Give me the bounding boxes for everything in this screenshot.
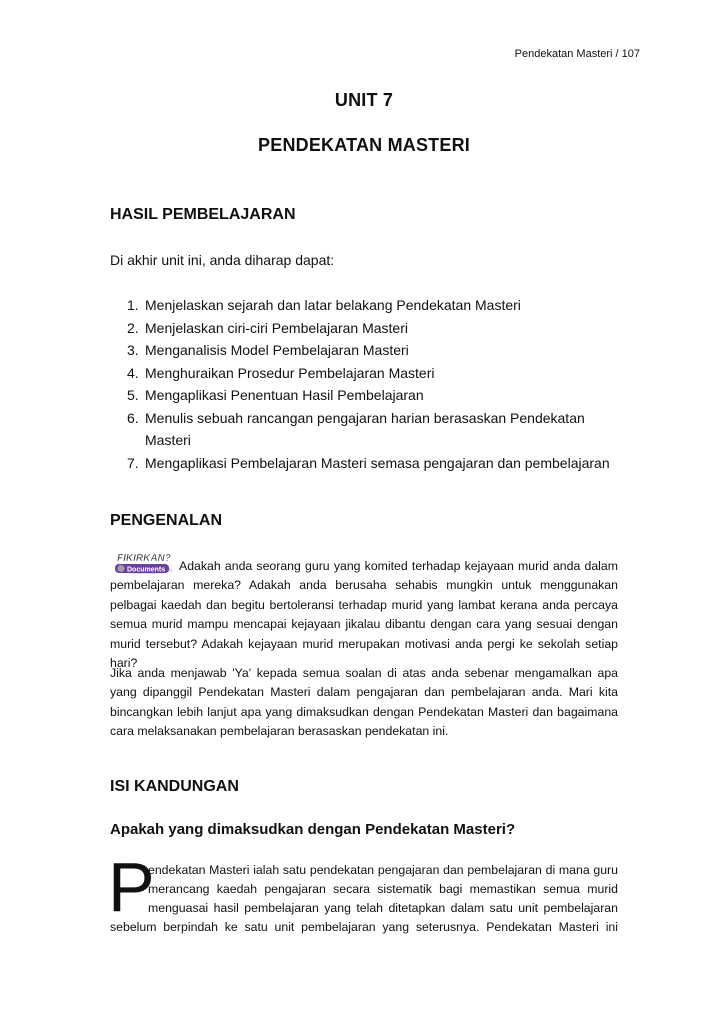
content-line-2: merancang kaedah pengajaran secara sistematik bagi memastikan semua murid — [148, 882, 618, 896]
list-item: 5. Mengaplikasi Penentuan Hasil Pembelajaran — [127, 387, 424, 403]
content-line-4: sebelum berpindah ke satu unit pembelajaran yang seterusnya. Pendekatan Masteri ini — [110, 920, 618, 934]
list-item: 1. Menjelaskan sejarah dan latar belakang Pendekatan Masteri — [127, 297, 521, 313]
list-item: 6. Menulis sebuah rancangan pengajaran harian berasaskan Pendekatan Masteri — [127, 409, 585, 448]
content-line-1: endekatan Masteri ialah satu pendekatan pengajaran dan pembelajaran di mana guru — [148, 863, 618, 877]
introduction-heading: PENGENALAN — [110, 512, 223, 529]
learning-outcomes-list — [110, 294, 630, 474]
unit-title: PENDEKATAN MASTERI — [258, 135, 470, 155]
drop-cap: P — [108, 848, 155, 926]
content-line-3: menguasai hasil pembelajaran yang telah ditetapkan dalam satu unit pembelajaran — [148, 901, 618, 915]
content-question: Apakah yang dimaksudkan dengan Pendekatan Masteri? — [110, 821, 516, 838]
list-item: 7. Mengaplikasi Pembelajaran Masteri semasa pengajaran dan pembelajaran — [127, 454, 610, 471]
running-header: Pendekatan Masteri / 107 — [514, 48, 640, 60]
badge-sub-label: Documents — [127, 566, 166, 574]
learning-outcomes-intro: Di akhir unit ini, anda diharap dapat: — [110, 252, 335, 268]
learning-outcomes-heading: HASIL PEMBELAJARAN — [110, 206, 296, 223]
list-item: 4. Menghuraikan Prosedur Pembelajaran Masteri — [127, 364, 435, 381]
list-item: 3. Menganalisis Model Pembelajaran Masteri — [127, 342, 409, 358]
content-heading: ISI KANDUNGAN — [110, 778, 239, 795]
unit-number: UNIT 7 — [334, 90, 394, 110]
badge-label: FIKIRKAN? — [117, 553, 171, 564]
introduction-paragraph-1: Adakah anda seorang guru yang komited terhadap kejayaan murid anda dalam pembelajaran mereka? Adakah anda berusaha sehabis mungkin untuk menggunakan pelbagai kaedah dan begitu bertoleransi terhadap murid yang lambat kerana anda percaya semua murid mampu mencapai kejayaan jikalau dibantu dengan cara yang sesuai dengan murid tersebut? Adakah kejayaan murid merupakan motivasi anda pergi ke sekolah setiap hari? — [110, 559, 618, 671]
introduction-paragraph-2: Jika anda menjawab 'Ya' kepada semua soalan di atas anda sebenar mengamalkan apa yang dipanggil Pendekatan Masteri dalam pengajaran dan pembelajaran anda. Mari kita bincangkan lebih lanjut apa yang dimaksudkan dengan Pendekatan Masteri dan bagaimana cara melaksanakan pembelajaran berasaskan pendekatan ini. — [110, 666, 618, 739]
list-item: 2. Menjelaskan ciri-ciri Pembelajaran Masteri — [127, 319, 408, 336]
